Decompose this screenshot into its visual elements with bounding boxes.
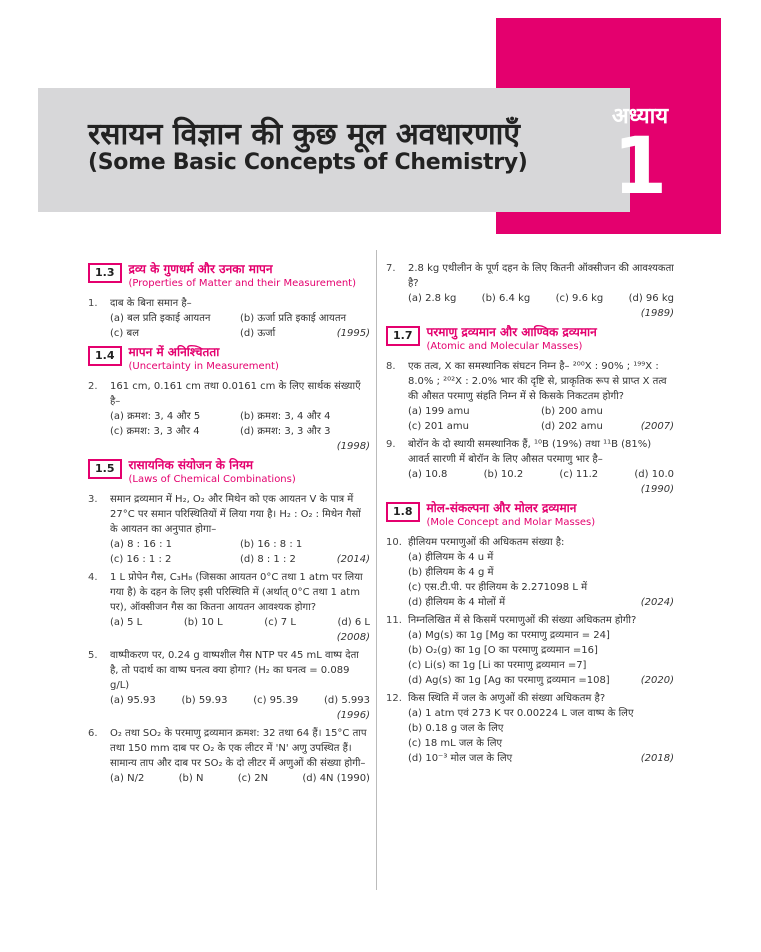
options — [408, 628, 674, 688]
section-number: 1.8 — [386, 502, 420, 522]
column-divider — [376, 250, 377, 890]
option-b: (b) 200 amu — [541, 406, 603, 417]
options — [110, 771, 370, 786]
question-4 — [88, 570, 370, 615]
option-b: (b) 6.4 kg — [481, 293, 531, 304]
question-text: 2.8 kg एथीलीन के पूर्ण दहन के लिए कितनी ऑक्सीजन की आवश्यकता है? — [408, 263, 674, 289]
section-title-hindi: द्रव्य के गुणधर्म और उनका मापन — [128, 262, 273, 276]
section-title-hindi: रासायनिक संयोजन के नियम — [128, 458, 254, 472]
option-a: (a) हीलियम के 4 u में — [408, 552, 494, 563]
question-2 — [88, 379, 370, 409]
option-d: (d) 96 kg — [628, 293, 674, 304]
option-b: (b) 16 : 8 : 1 — [240, 539, 303, 550]
year: (1990) — [640, 484, 674, 495]
section-number: 1.3 — [88, 263, 122, 283]
option-c: (c) 16 : 1 : 2 — [110, 554, 172, 565]
year: (2008) — [336, 632, 370, 643]
year: (1998) — [336, 441, 370, 452]
question-text: दाब के बिना समान है– — [110, 298, 192, 309]
option-c: (c) 2N — [237, 773, 269, 784]
option-a: (a) क्रमश: 3, 4 और 5 — [110, 411, 201, 422]
chapter-word: अध्याय — [611, 104, 669, 129]
option-b: (b) ऊर्जा प्रति इकाई आयतन — [240, 313, 347, 324]
option-a: (a) N/2 — [110, 773, 145, 784]
option-d: (d) 4N (1990) — [302, 773, 370, 784]
section-title-english: (Atomic and Molecular Masses) — [426, 341, 583, 352]
options — [408, 404, 674, 434]
options — [110, 615, 370, 630]
section-number: 1.7 — [386, 326, 420, 346]
question-1 — [88, 296, 370, 311]
chapter-title-english: (Some Basic Concepts of Chemistry) — [88, 150, 528, 175]
section-title-hindi: मापन में अनिश्चितता — [128, 345, 220, 359]
option-a: (a) 199 amu — [408, 406, 470, 417]
option-d: (d) 10⁻³ मोल जल के लिए (2018) — [408, 753, 674, 764]
year: (1989) — [640, 308, 674, 319]
question-number: 3. — [88, 494, 98, 505]
chapter-number: 1 — [612, 122, 668, 212]
option-d: (d) ऊर्जा (1995) — [240, 328, 370, 339]
option-a: (a) 10.8 — [408, 469, 448, 480]
section-1-8 — [386, 501, 674, 529]
option-b: (b) 10.2 — [483, 469, 524, 480]
option-d: (d) 8 : 1 : 2 (2014) — [240, 554, 370, 565]
section-title-hindi: मोल-संकल्पना और मोलर द्रव्यमान — [426, 501, 577, 515]
option-b: (b) हीलियम के 4 g में — [408, 567, 494, 578]
option-a: (a) 8 : 16 : 1 — [110, 539, 173, 550]
section-number: 1.5 — [88, 459, 122, 479]
question-number: 2. — [88, 381, 98, 392]
option-b: (b) N — [178, 773, 204, 784]
section-title-english: (Properties of Matter and their Measurement) — [128, 278, 356, 289]
option-a: (a) 5 L — [110, 617, 143, 628]
question-text: एक तत्व, X का समस्थानिक संघटन निम्न है– ²⁰⁰X : 90% ; ¹⁹⁹X : 8.0% ; ²⁰²X : 2.0% भार की दृष्टि से, प्राकृतिक रूप से प्राप्त X तत्व की औसत परमाणु संहति निम्न में से किसके निकटतम होगी? — [408, 361, 667, 402]
year: (2024) — [640, 597, 674, 608]
question-number: 7. — [386, 263, 396, 274]
year: (2020) — [640, 675, 674, 686]
option-a: (a) 2.8 kg — [408, 293, 457, 304]
options — [408, 467, 674, 482]
year: (1996) — [336, 710, 370, 721]
question-number: 8. — [386, 361, 396, 372]
option-d: (d) 6 L — [337, 617, 370, 628]
option-c: (c) 18 mL जल के लिए — [408, 738, 503, 749]
question-8 — [386, 359, 674, 404]
question-number: 11. — [386, 615, 402, 626]
option-b: (b) क्रमश: 3, 4 और 4 — [240, 411, 331, 422]
question-3 — [88, 492, 370, 537]
question-10 — [386, 535, 674, 550]
year: (2018) — [640, 753, 674, 764]
section-1-4 — [88, 345, 370, 373]
question-text: 161 cm, 0.161 cm तथा 0.0161 cm के लिए सार्थक संख्याएँ है– — [110, 381, 361, 407]
options — [408, 550, 674, 610]
option-d: (d) 10.0 — [634, 469, 674, 480]
question-5 — [88, 648, 370, 693]
question-number: 4. — [88, 572, 98, 583]
question-text: बोरॉन के दो स्थायी समस्थानिक हैं, ¹⁰B (19%) तथा ¹¹B (81%) आवर्त सारणी में बोरॉन के लिए औसत परमाणु भार है– — [408, 439, 652, 465]
options — [110, 693, 370, 708]
option-d: (d) 5.993 — [324, 695, 370, 706]
option-a: (a) 1 atm एवं 273 K पर 0.00224 L जल वाष्प के लिए — [408, 708, 634, 719]
question-text: निम्नलिखित में से किसमें परमाणुओं की संख्या अधिकतम होगी? — [408, 615, 637, 626]
option-d: (d) Ag(s) का 1g [Ag का परमाणु द्रव्यमान =108] (2020) — [408, 675, 674, 686]
section-1-7 — [386, 325, 674, 353]
question-text: O₂ तथा SO₂ के परमाणु द्रव्यमान क्रमश: 32 तथा 64 हैं। 15°C ताप तथा 150 mm दाब पर O₂ के एक लीटर में 'N' अणु उपस्थित हैं। सामान्य ताप और दाब पर SO₂ के दो लीटर में अणुओं की संख्या होगी– — [110, 728, 367, 769]
option-c: (c) 201 amu — [408, 421, 469, 432]
question-number: 1. — [88, 298, 98, 309]
question-9 — [386, 437, 674, 467]
section-title-english: (Mole Concept and Molar Masses) — [426, 517, 596, 528]
question-12 — [386, 691, 674, 706]
question-number: 6. — [88, 728, 98, 739]
option-b: (b) 59.93 — [181, 695, 228, 706]
question-number: 12. — [386, 693, 402, 704]
year: (2007) — [640, 421, 674, 432]
year: (1995) — [336, 328, 370, 339]
option-c: (c) क्रमश: 3, 3 और 4 — [110, 426, 200, 437]
option-a: (a) Mg(s) का 1g [Mg का परमाणु द्रव्यमान = 24] — [408, 630, 610, 641]
section-1-5 — [88, 458, 370, 486]
option-d: (d) 202 amu (2007) — [541, 421, 674, 432]
question-number: 5. — [88, 650, 98, 661]
option-a: (a) बल प्रति इकाई आयतन — [110, 313, 211, 324]
question-number: 10. — [386, 537, 402, 548]
options — [408, 291, 674, 306]
year: (2014) — [336, 554, 370, 565]
question-text: वाष्पीकरण पर, 0.24 g वाष्पशील गैस NTP पर 45 mL वाष्प देता है, तो पदार्थ का वाष्प घनत्व क्या होगा? (H₂ का घनत्व = 0.089 g/L) — [110, 650, 359, 691]
section-1-3 — [88, 262, 370, 290]
option-c: (c) 95.39 — [253, 695, 299, 706]
options — [110, 409, 370, 439]
section-title-english: (Laws of Chemical Combinations) — [128, 474, 296, 485]
question-11 — [386, 613, 674, 628]
option-b: (b) 0.18 g जल के लिए — [408, 723, 504, 734]
right-column — [386, 258, 674, 766]
question-number: 9. — [386, 439, 396, 450]
option-c: (c) 7 L — [264, 617, 296, 628]
section-title-hindi: परमाणु द्रव्यमान और आण्विक द्रव्यमान — [426, 325, 597, 339]
question-text: 1 L प्रोपेन गैस, C₃H₈ (जिसका आयतन 0°C तथा 1 atm पर लिया गया है) के दहन के लिए इसी परिस्थिति में (अर्थात् 0°C तथा 1 atm पर), ऑक्सीजन गैस का कितना आयतन आवश्यक होगा? — [110, 572, 363, 613]
option-c: (c) 11.2 — [559, 469, 599, 480]
question-7 — [386, 261, 674, 291]
option-c: (c) बल — [110, 328, 139, 339]
question-text: किस स्थिति में जल के अणुओं की संख्या अधिकतम है? — [408, 693, 606, 704]
question-6 — [88, 726, 370, 771]
option-d: (d) हीलियम के 4 मोलों में (2024) — [408, 597, 674, 608]
options — [408, 706, 674, 766]
section-title-english: (Uncertainty in Measurement) — [128, 361, 279, 372]
options — [110, 537, 370, 567]
option-c: (c) 9.6 kg — [555, 293, 604, 304]
option-c: (c) Li(s) का 1g [Li का परमाणु द्रव्यमान =7] — [408, 660, 587, 671]
left-column — [88, 258, 370, 786]
chapter-title-hindi: रसायन विज्ञान की कुछ मूल अवधारणाएँ — [88, 117, 520, 152]
option-c: (c) एस.टी.पी. पर हीलियम के 2.271098 L में — [408, 582, 588, 593]
question-text: समान द्रव्यमान में H₂, O₂ और मिथेन को एक आयतन V के पात्र में 27°C पर समान परिस्थितियों में लिया गया है। H₂ : O₂ : मिथेन गैसों के आयतन का अनुपात होगा– — [110, 494, 361, 535]
question-text: हीलियम परमाणुओं की अधिकतम संख्या है: — [408, 537, 565, 548]
options — [110, 311, 370, 341]
option-d: (d) क्रमश: 3, 3 और 3 — [240, 426, 331, 437]
option-a: (a) 95.93 — [110, 695, 156, 706]
section-number: 1.4 — [88, 346, 122, 366]
option-b: (b) O₂(g) का 1g [O का परमाणु द्रव्यमान =16] — [408, 645, 598, 656]
option-b: (b) 10 L — [183, 617, 223, 628]
